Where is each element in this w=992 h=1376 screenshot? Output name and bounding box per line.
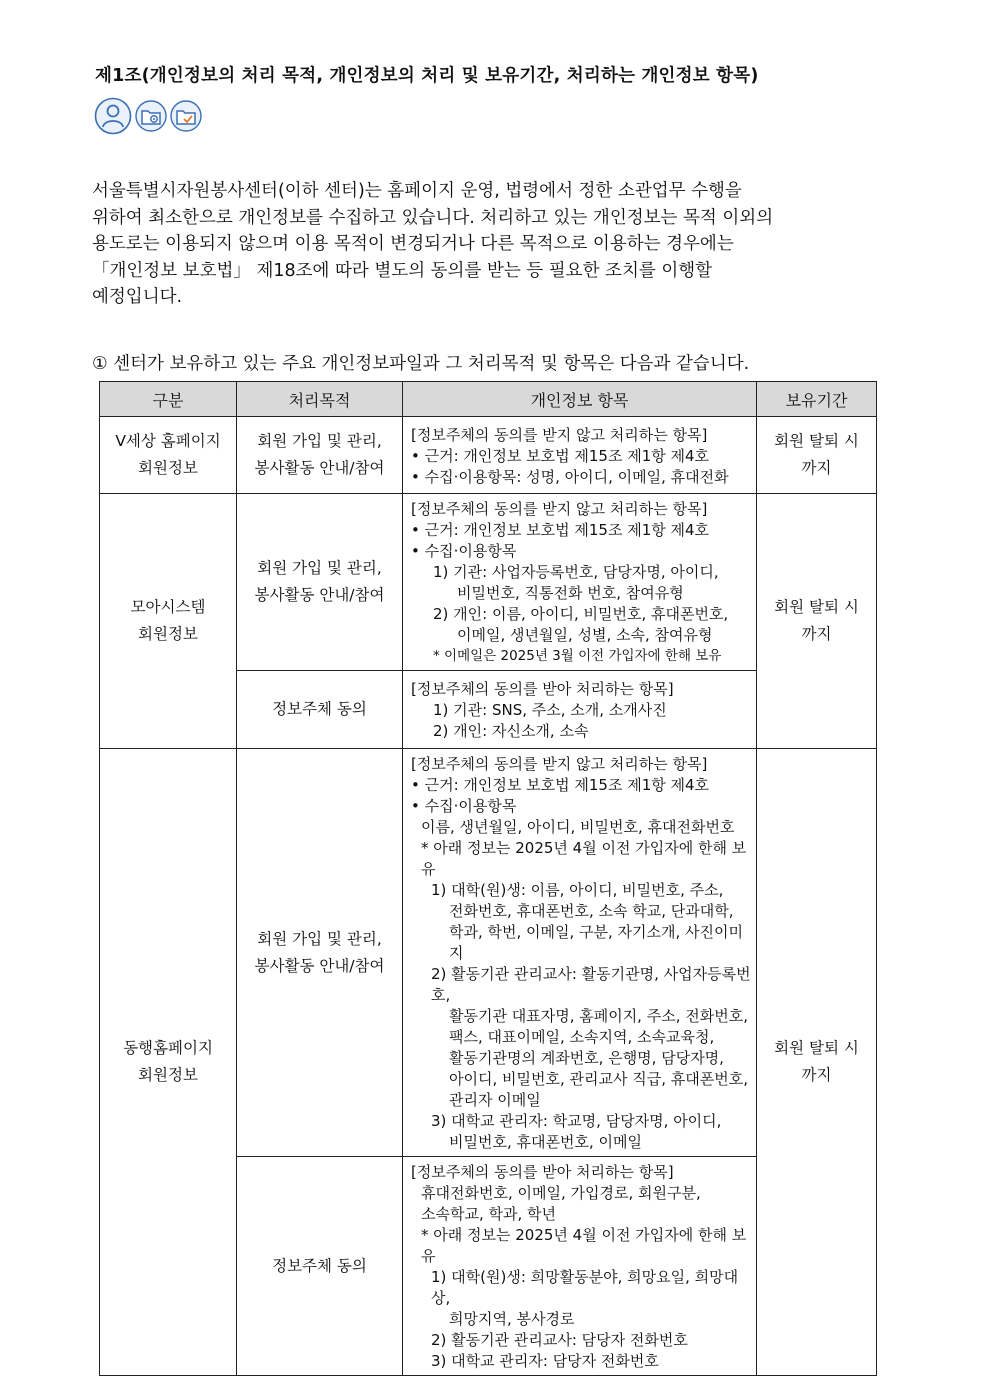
intro-line: 서울특별시자원봉사센터(이하 센터)는 홈페이지 운영, 법령에서 정한 소관업무 수행을 <box>92 181 742 201</box>
category-cell: V세상 홈페이지 회원정보 <box>100 417 237 494</box>
header-items: 개인정보 항목 <box>403 382 757 417</box>
person-icon <box>94 97 132 135</box>
purpose-cell: 정보주체 동의 <box>237 671 403 749</box>
privacy-label-icons <box>94 97 202 135</box>
page-title: 제1조(개인정보의 처리 목적, 개인정보의 처리 및 보유기간, 처리하는 개인정보 항목) <box>95 66 759 86</box>
retention-cell: 회원 탈퇴 시 까지 <box>757 494 877 749</box>
items-cell: [정보주체의 동의를 받지 않고 처리하는 항목] • 근거: 개인정보 보호법 제15조 제1항 제4호 • 수집·이용항목 1) 기관: 사업자등록번호, 담당자명, 아이디, 비밀번호, 직통전화 번호, 참여유형 2) 개인: 이름, 아이디, 비밀번호, 휴대폰번호, 이메일, 생년월일, 성별, 소속, 참여유형 * 이메일은 2025년 3월 이전 가입자에 한해 보유 <box>403 494 757 671</box>
folder-settings-icon <box>135 100 167 132</box>
table-header-row <box>100 382 877 417</box>
table-row <box>100 749 877 1157</box>
items-cell: [정보주체의 동의를 받아 처리하는 항목] 휴대전화번호, 이메일, 가입경로, 회원구분, 소속학교, 학과, 학년 * 아래 정보는 2025년 4월 이전 가입자에 한해 보유 1) 대학(원)생: 희망활동분야, 희망요일, 희망대상, 희망지역, 봉사경로 2) 활동기관 관리교사: 담당자 전화번호 3) 대학교 관리자: 담당자 전화번호 <box>403 1157 757 1376</box>
personal-info-table <box>99 381 877 1376</box>
purpose-cell: 회원 가입 및 관리, 봉사활동 안내/참여 <box>237 417 403 494</box>
header-purpose: 처리목적 <box>237 382 403 417</box>
header-category: 구분 <box>100 382 237 417</box>
intro-line: 용도로는 이용되지 않으며 이용 목적이 변경되거나 다른 목적으로 이용하는 경우에는 <box>92 234 734 254</box>
purpose-cell: 회원 가입 및 관리, 봉사활동 안내/참여 <box>237 749 403 1157</box>
header-retention: 보유기간 <box>757 382 877 417</box>
intro-line: 예정입니다. <box>92 287 183 307</box>
purpose-cell: 회원 가입 및 관리, 봉사활동 안내/참여 <box>237 494 403 671</box>
purpose-cell: 정보주체 동의 <box>237 1157 403 1376</box>
folder-check-icon <box>170 100 202 132</box>
section-lead: ① 센터가 보유하고 있는 주요 개인정보파일과 그 처리목적 및 항목은 다음과 같습니다. <box>92 354 750 374</box>
category-cell: 모아시스템 회원정보 <box>100 494 237 749</box>
table-row <box>100 494 877 671</box>
retention-cell: 회원 탈퇴 시 까지 <box>757 417 877 494</box>
intro-paragraph <box>92 178 892 311</box>
category-cell: 동행홈페이지 회원정보 <box>100 749 237 1376</box>
retention-cell: 회원 탈퇴 시 까지 <box>757 749 877 1376</box>
intro-line: 「개인정보 보호법」 제18조에 따라 별도의 동의를 받는 등 필요한 조치를 이행할 <box>92 260 713 281</box>
table-row <box>100 417 877 494</box>
intro-line: 위하여 최소한으로 개인정보를 수집하고 있습니다. 처리하고 있는 개인정보는 목적 이외의 <box>92 207 774 228</box>
items-cell: [정보주체의 동의를 받지 않고 처리하는 항목] • 근거: 개인정보 보호법 제15조 제1항 제4호 • 수집·이용항목: 성명, 아이디, 이메일, 휴대전화 <box>403 417 757 494</box>
items-cell: [정보주체의 동의를 받아 처리하는 항목] 1) 기관: SNS, 주소, 소개, 소개사진 2) 개인: 자신소개, 소속 <box>403 671 757 749</box>
items-cell: [정보주체의 동의를 받지 않고 처리하는 항목] • 근거: 개인정보 보호법 제15조 제1항 제4호 • 수집·이용항목 이름, 생년월일, 아이디, 비밀번호, 휴대전화번호 * 아래 정보는 2025년 4월 이전 가입자에 한해 보유 1) 대학(원)생: 이름, 아이디, 비밀번호, 주소, 전화번호, 휴대폰번호, 소속 학교, 단과대학, 학과, 학번, 이메일, 구분, 자기소개, 사진이미지 2) 활동기관 관리교사: 활동기관명, 사업자등록번호, 활동기관 대표자명, 홈페이지, 주소, 전화번호, 팩스, 대표이메일, 소속지역, 소속교육청, 활동기관명의 계좌번호, 은행명, 담당자명, 아이디, 비밀번호, 관리교사 직급, 휴대폰번호, 관리자 이메일 3) 대학교 관리자: 학교명, 담당자명, 아이디, 비밀번호, 휴대폰번호, 이메일 <box>403 749 757 1157</box>
